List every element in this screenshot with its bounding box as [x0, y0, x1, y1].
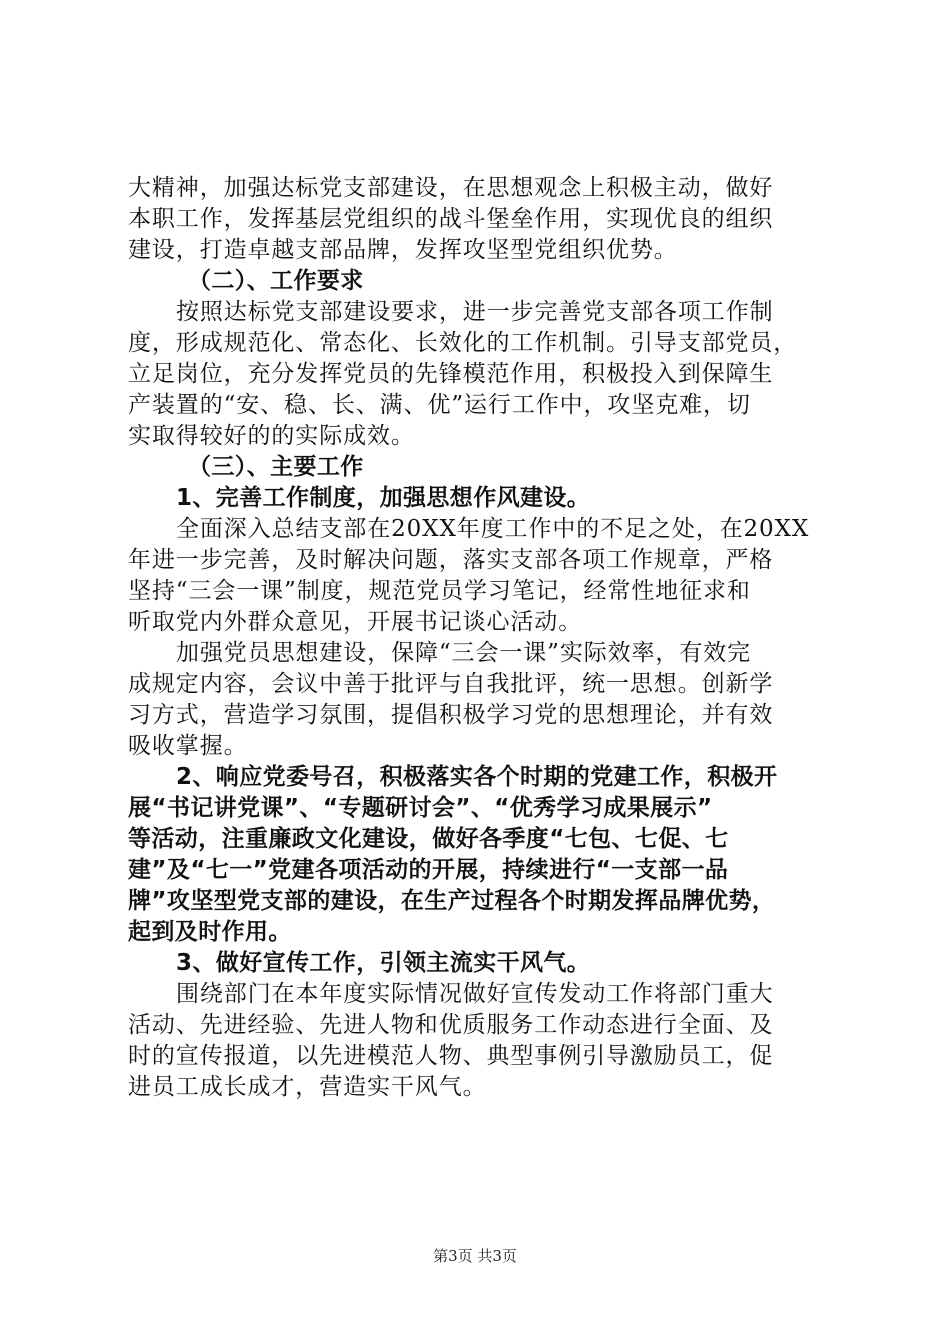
section-heading-requirements: （二）、工作要求: [188, 268, 364, 294]
body-line: 进员工成长成才，营造实干风气。: [128, 1074, 487, 1100]
body-line: 牌”攻坚型党支部的建设，在生产过程各个时期发挥品牌优势，: [128, 888, 776, 914]
body-line: 习方式，营造学习氛围，提倡积极学习党的思想理论，并有效: [128, 702, 774, 728]
body-line: 度，形成规范化、常态化、长效化的工作机制。引导支部党员，: [128, 330, 798, 356]
paragraph-start: 加强党员思想建设，保障“三会一课”实际效率，有效完: [176, 640, 752, 666]
body-line: 实取得较好的的实际成效。: [128, 423, 415, 449]
body-line: 产装置的“安、稳、长、满、优”运行工作中，攻坚克难，切: [128, 392, 751, 418]
body-line: 等活动，注重廉政文化建设，做好各季度“七包、七促、七: [128, 826, 729, 852]
paragraph-start: 按照达标党支部建设要求，进一步完善党支部各项工作制: [176, 299, 774, 325]
section-heading-main-work: （三）、主要工作: [188, 454, 364, 480]
body-line: 起到及时作用。: [128, 919, 292, 945]
body-line: 年进一步完善，及时解决问题，落实支部各项工作规章，严格: [128, 547, 774, 573]
body-line: 吸收掌握。: [128, 733, 248, 759]
body-line: 成规定内容，会议中善于批评与自我批评，统一思想。创新学: [128, 671, 774, 697]
body-line: 本职工作，发挥基层党组织的战斗堡垒作用，实现优良的组织: [128, 206, 774, 232]
body-line: 大精神，加强达标党支部建设，在思想观念上积极主动，做好: [128, 175, 774, 201]
subheading-item-3: 3、做好宣传工作，引领主流实干风气。: [176, 950, 591, 976]
page-footer: 第3页 共3页: [433, 1247, 517, 1265]
paragraph-start: 围绕部门在本年度实际情况做好宣传发动工作将部门重大: [176, 981, 774, 1007]
body-line: 听取党内外群众意见，开展书记谈心活动。: [128, 609, 583, 635]
body-line: 坚持“三会一课”制度，规范党员学习笔记，经常性地征求和: [128, 578, 751, 604]
subheading-item-2: 2、响应党委号召，积极落实各个时期的党建工作，积极开: [176, 764, 778, 790]
subheading-item-1: 1、完善工作制度，加强思想作风建设。: [176, 485, 591, 511]
body-line: 活动、先进经验、先进人物和优质服务工作动态进行全面、及: [128, 1012, 774, 1038]
body-line: 时的宣传报道，以先进模范人物、典型事例引导激励员工，促: [128, 1043, 774, 1069]
document-body: [128, 173, 832, 1103]
body-line: 建设，打造卓越支部品牌，发挥攻坚型党组织优势。: [128, 237, 678, 263]
body-line: 展“书记讲党课”、“专题研讨会”、“优秀学习成果展示”: [128, 795, 713, 821]
body-line: 立足岗位，充分发挥党员的先锋模范作用，积极投入到保障生: [128, 361, 774, 387]
body-line: 建”及“七一”党建各项活动的开展，持续进行“一支部一品: [128, 857, 729, 883]
paragraph-start: 全面深入总结支部在20XX年度工作中的不足之处，在20XX: [176, 516, 810, 542]
